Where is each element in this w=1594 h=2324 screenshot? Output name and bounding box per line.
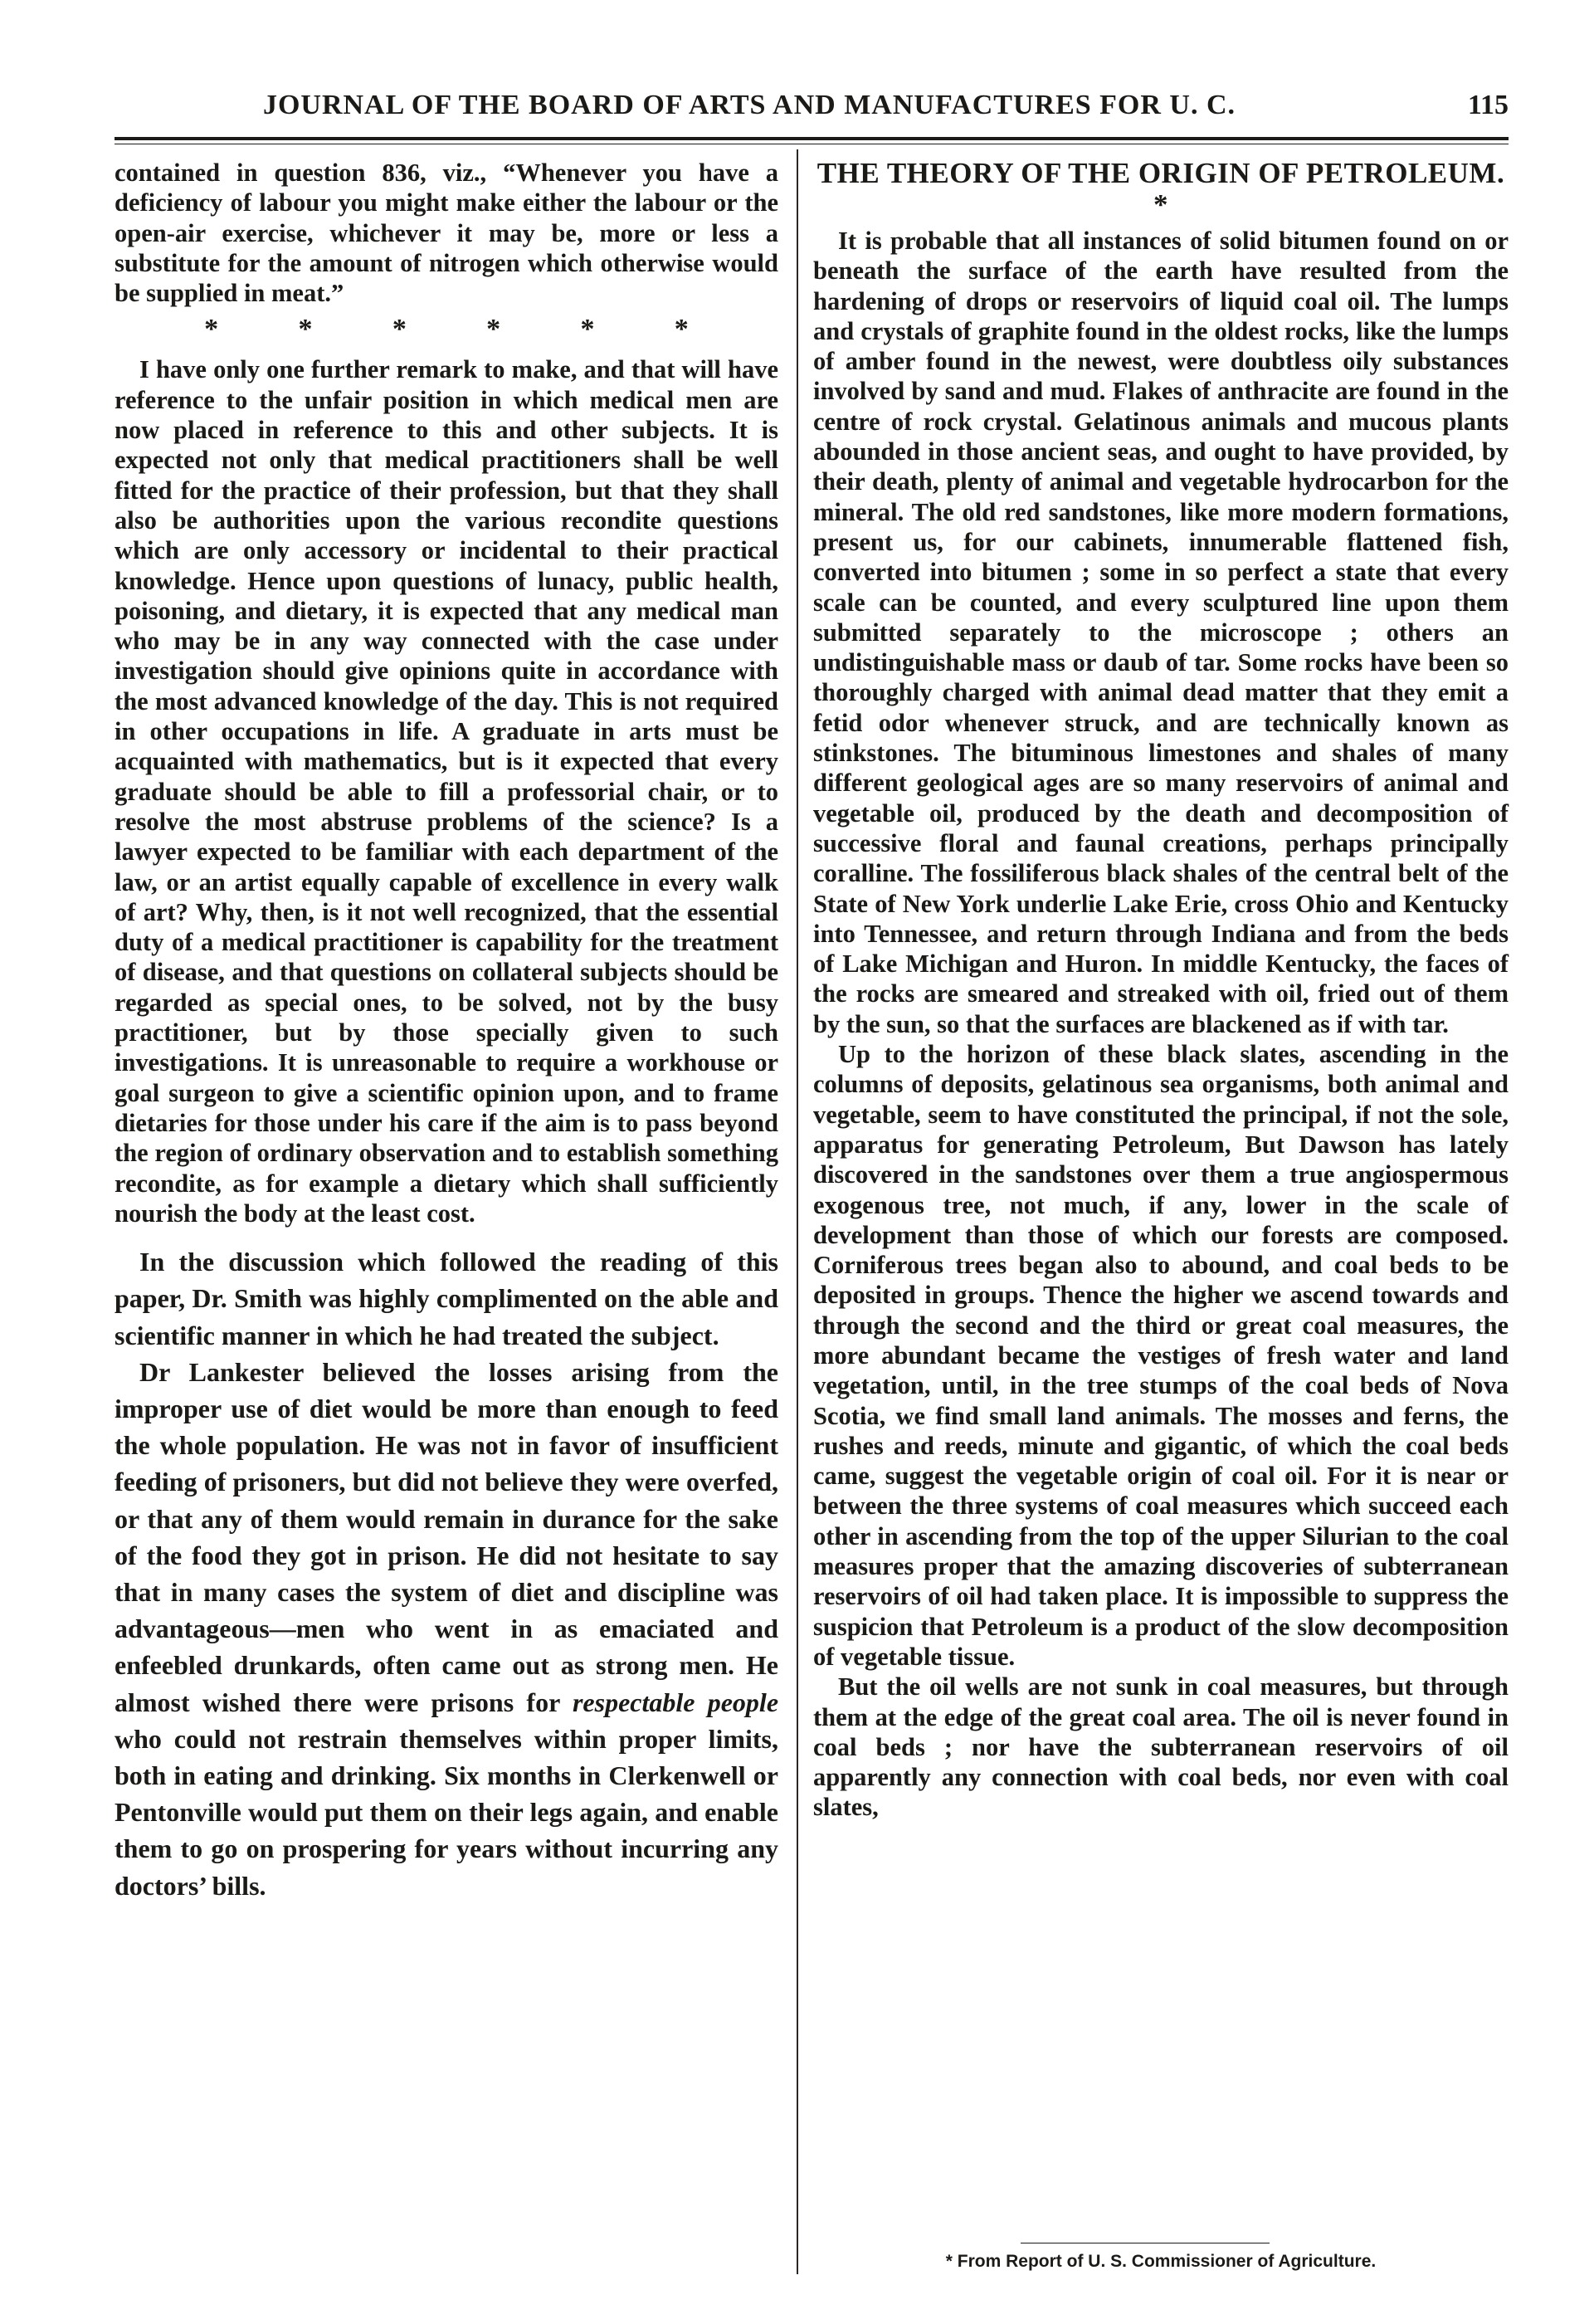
medical-men-paragraph: I have only one further remark to make, and that will have reference to the unfair position in which medical men are now placed in reference to this and other subjects. It is expected not only that medical practitioners shall be well fitted for the practice of their profession, but that they shall also be authorities upon the various recondite questions which are only accessory or incidental to their practical knowledge. Hence upon questions of lunacy, public health, poisoning, and dietary, it is expected that any medical man who may be in any way connected with the case under investigation should give opinions quite in accordance with the most advanced knowledge of the day. This is not required in other occupations in life. A graduate in arts must be acquainted with mathematics, but is it expected that every graduate should be able to fill a professorial chair, or to resolve the most abstruse problems of the science? Is a lawyer expected to be familiar with each department of the law, or an artist equally capable of excellence in every walk of art? Why, then, is it not well recognized, that the essential duty of a medical practitioner is capability for the treatment of disease, and that questions on collateral subjects should be regarded as special ones, to be solved, not by the busy practitioner, but by those specially given to such investigations. It is unreasonable to require a workhouse or goal surgeon to give a scientific opinion upon, and to frame dietaries for those under his care if the aim is to pass beyond the region of ordinary observation and to establish something recondite, as for example a dietary which shall sufficiently nourish the body at the least cost. xyxy=(115,355,778,1228)
footnote: * From Report of U. S. Commissioner of Agriculture. xyxy=(945,2252,1377,2271)
page-number: 115 xyxy=(1467,90,1509,120)
left-column xyxy=(115,158,778,1904)
star: * xyxy=(204,314,219,345)
quotation-continuation: contained in question 836, viz., “Whenever you have a deficiency of labour you might make either the labour or the open-air exercise, whichever it may be, more or less a substitute for the amount of nitrogen which otherwise would be supplied in meat.” xyxy=(115,159,778,308)
lankester-italic-phrase: respectable people xyxy=(572,1687,779,1717)
header-rule-thick xyxy=(115,137,1509,140)
petroleum-paragraph-2: Up to the horizon of these black slates, ascending in the columns of deposits, gelatinous sea organisms, both animal and vegetable, seem to have constituted the principal, if not the sole, apparatus for generating Petroleum, But Dawson has lately discovered in the sandstones over them a true angiospermous exogenous tree, not much, if any, lower in the scale of development than those of which our forests are composed. Corniferous trees began also to abound, and coal beds to be deposited in groups. Thence the higher we ascend towards and through the second and the third or great coal measures, the more abundant became the vestiges of fresh water and land vegetation, until, in the tree stumps of the coal beds of Nova Scotia, we find small land animals. The mosses and ferns, the rushes and reeds, minute and gigantic, of which the coal beds came, suggest the vegetable origin of coal oil. For it is near or between the three systems of coal measures which succeed each other in ascending from the top of the upper Silurian to the coal measures proper that the amazing discoveries of subterranean reservoirs of oil had taken place. It is impossible to suppress the suspicion that Petroleum is a product of the slow decomposition of vegetable tissue. xyxy=(813,1040,1509,1671)
spacer xyxy=(115,1228,778,1243)
journal-title: JOURNAL OF THE BOARD OF ARTS AND MANUFACTURES FOR U. C. xyxy=(262,90,1236,120)
star: * xyxy=(674,314,689,345)
lankester-text-2: who could not restrain themselves within proper limits, both in eating and drinking. Six months in Clerkenwell or Pentonville would put them on their legs again, and enable them to go on prospering for years without incurring any doctors’ bills. xyxy=(115,1723,778,1901)
star: * xyxy=(486,314,501,345)
star: * xyxy=(298,314,313,345)
petroleum-paragraph-1: It is probable that all instances of solid bitumen found on or beneath the surface of the earth have resulted from the hardening of drops or reservoirs of liquid coal oil. The lumps and crystals of graphite found in the oldest rocks, like the lumps of amber found in the newest, were doubtless oily substances involved by sand and mud. Flakes of anthracite are found in the centre of rock crystal. Gelatinous animals and mucous plants abounded in those ancient seas, and ought to have provided, by their death, plenty of animal and vegetable hydrocarbon for the mineral. The old red sandstones, like more modern formations, present us, for our cabinets, innumerable flattened fish, converted into bitumen ; some in so perfect a state that every scale can be counted, and every sculptured line upon them submitted separately to the microscope ; others an undistinguishable mass or daub of tar. Some rocks have been so thoroughly charged with animal dead matter that they emit a fetid odor whenever struck, and are technically known as stinkstones. The bituminous limestones and shales of many different geological ages are so many reservoirs of animal and vegetable oil, produced by the death and decomposition of successive floral and faunal creations, perhaps principally coralline. The fossiliferous black shales of the central belt of the State of New York underlie Lake Erie, cross Ohio and Kentucky into Tennessee, and return through Indiana and from the beds of Lake Michigan and Huron. In middle Kentucky, the faces of the rocks are smeared and streaked with oil, fried out of them by the sun, so that the surfaces are blackened as if with tar. xyxy=(813,227,1509,1038)
running-header xyxy=(115,90,1509,133)
star: * xyxy=(392,314,407,345)
discussion-paragraph: In the discussion which followed the reading of this paper, Dr. Smith was highly complimented on the able and scientific manner in which he had treated the subject. xyxy=(115,1247,778,1350)
petroleum-paragraph-3: But the oil wells are not sunk in coal measures, but through them at the edge of the great coal area. The oil is never found in coal beds ; nor have the subterranean reservoirs of oil apparently any connection with coal beds, nor even with coal slates, xyxy=(813,1672,1509,1822)
star: * xyxy=(580,314,595,345)
section-break-stars xyxy=(115,308,778,354)
right-column xyxy=(813,158,1509,1823)
column-divider xyxy=(797,149,798,2274)
discussion-section xyxy=(115,1243,778,1904)
lankester-paragraph xyxy=(115,1354,778,1904)
lankester-text-1: Dr Lankester believed the losses arising from the improper use of diet would be more than enough to feed the whole population. He was not in favor of insufficient feeding of prisoners, but did not believe they were overfed, or that any of them would remain in durance for the sake of the food they got in prison. He did not hesitate to say that in many cases the system of diet and discipline was advantageous—men who went in as emaciated and enfeebled drunkards, often came out as strong men. He almost wished there were prisons for xyxy=(115,1356,778,1717)
article-heading: THE THEORY OF THE ORIGIN OF PETROLEUM. * xyxy=(816,157,1505,221)
